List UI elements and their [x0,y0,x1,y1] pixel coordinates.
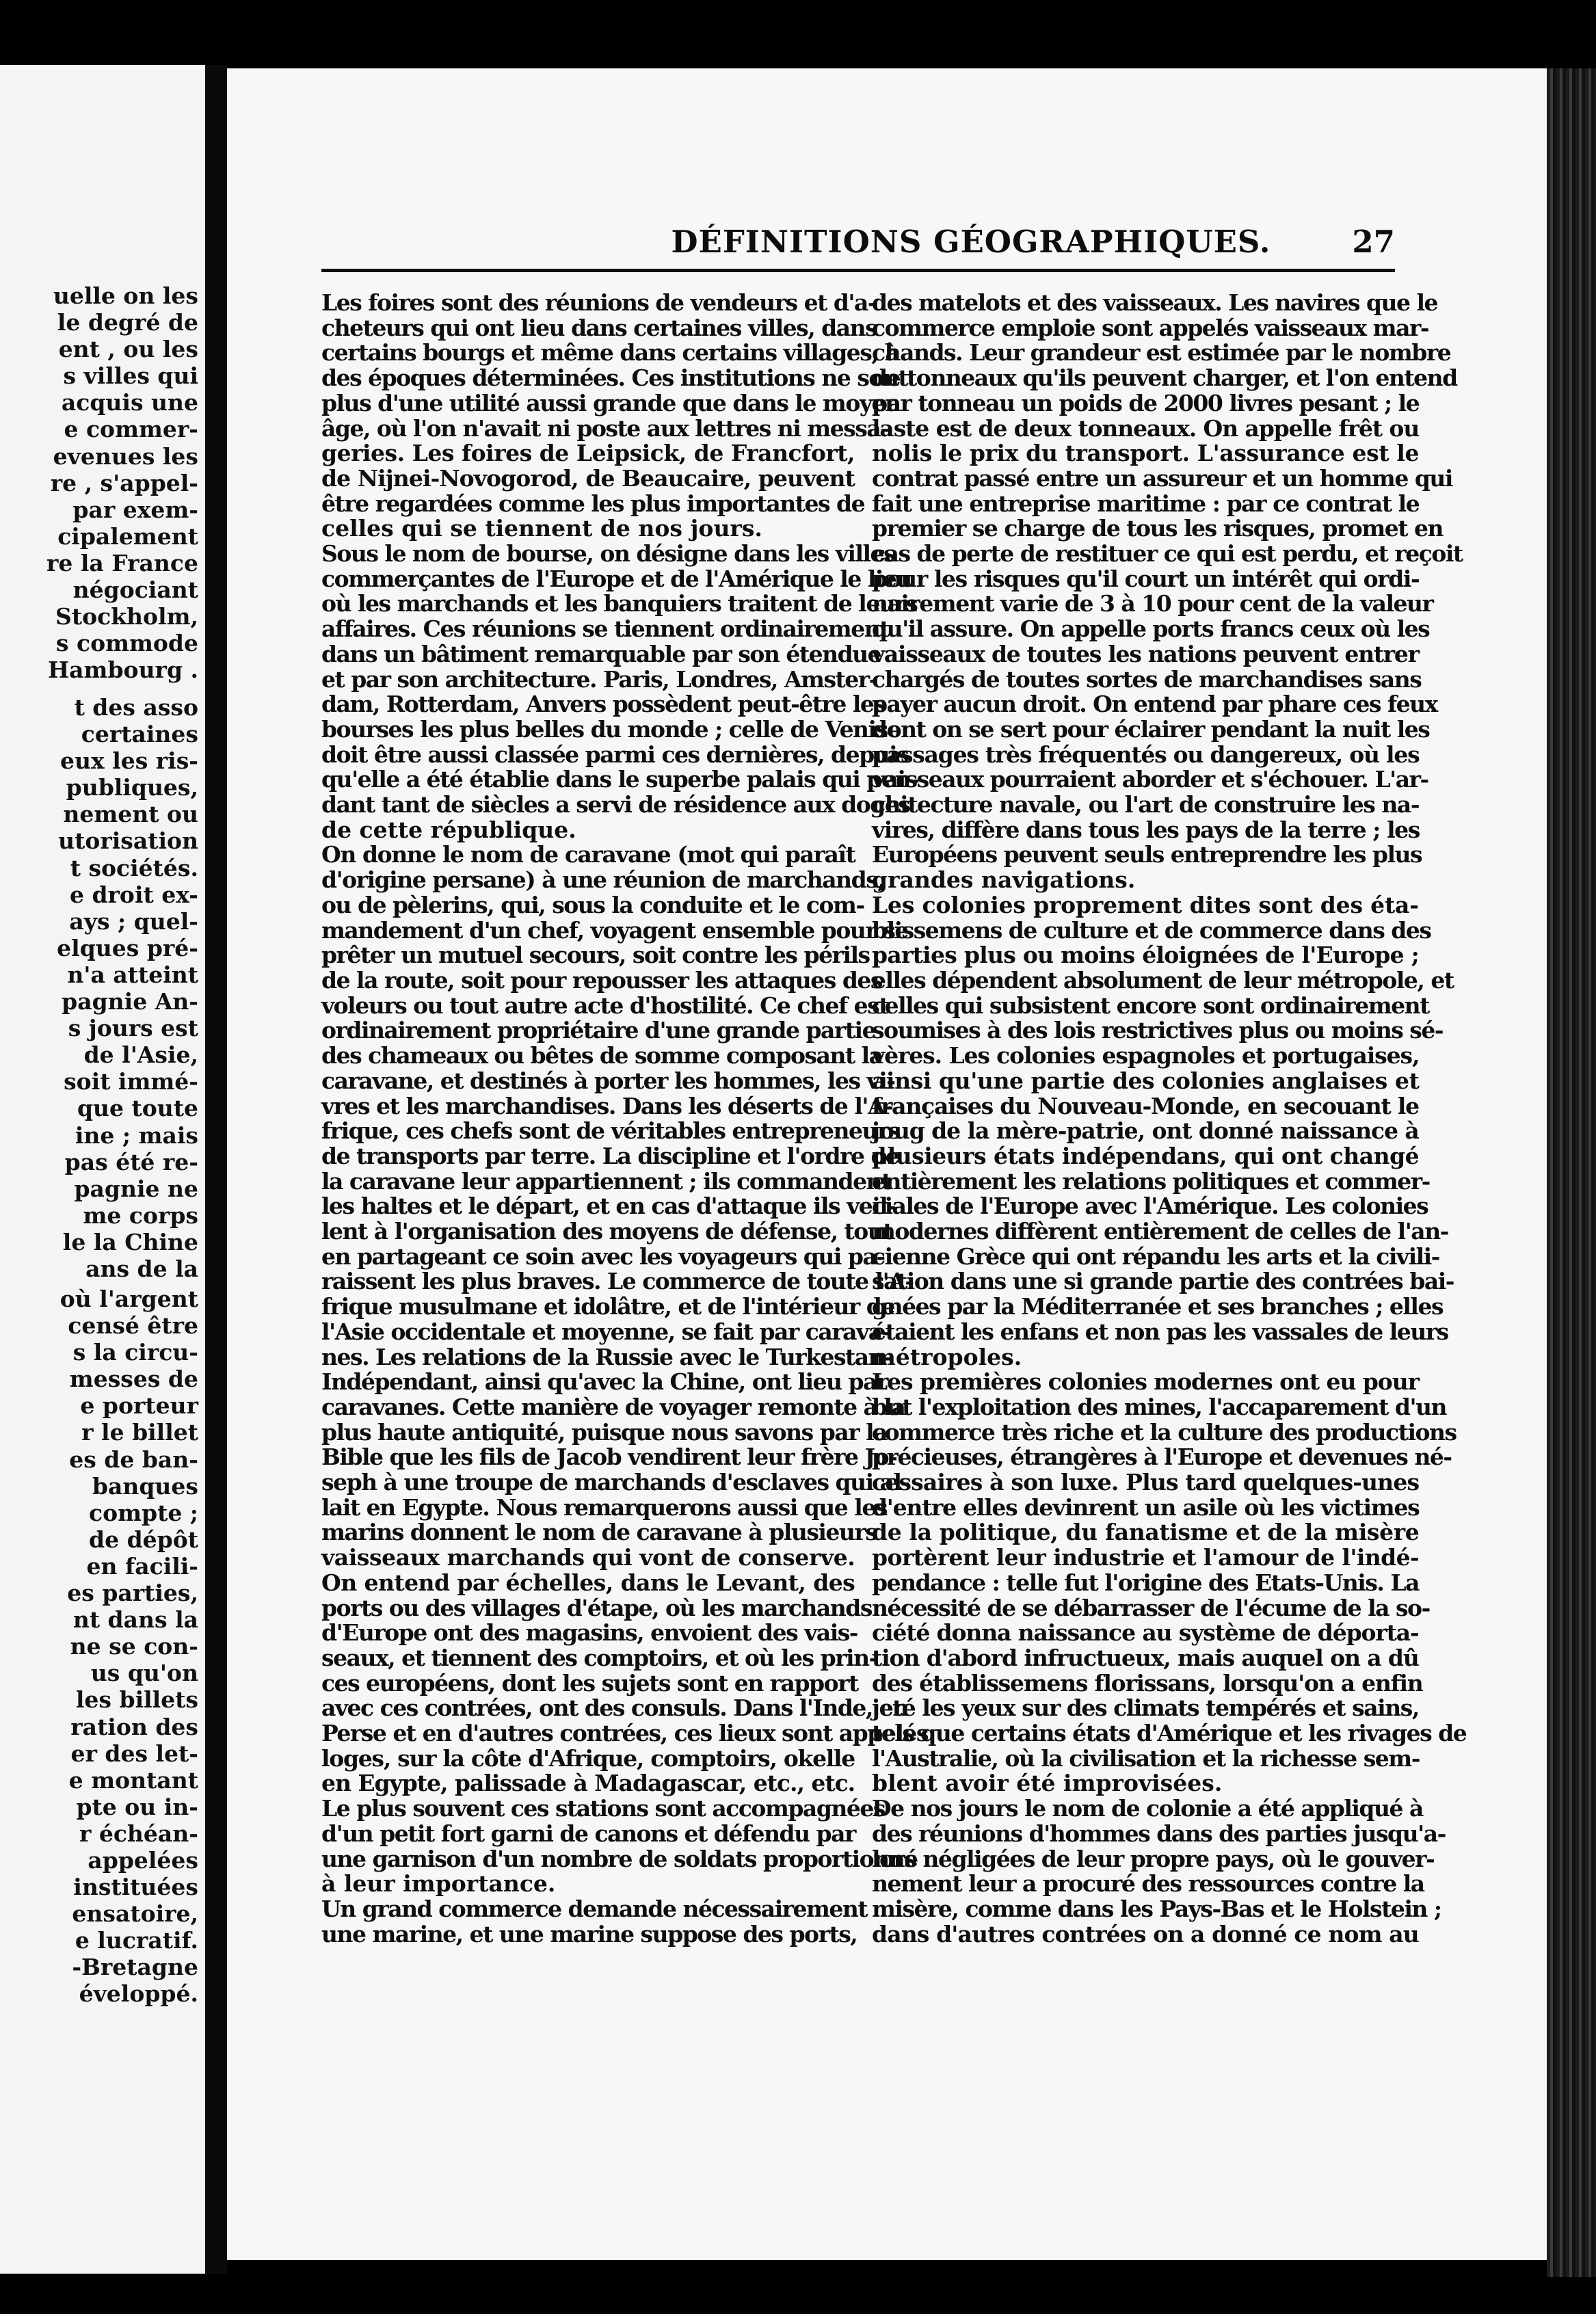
text-line: contrat passé entre un assureur et un homme qui [872,464,1452,492]
fragment-line: acquis une [61,389,198,416]
text-line: vaisseaux pourraient aborder et s'échouer. L'ar- [872,766,1428,793]
fragment-line: censé être [68,1312,198,1340]
text-line: blissemens de culture et de commerce dans des [872,916,1431,944]
text-line: de cette république. [321,816,576,843]
text-line: raissent les plus braves. Le commerce de toute l'A- [321,1268,914,1295]
text-line: commerçantes de l'Europe et de l'Amérique le lieu [321,565,912,592]
fragment-line: soit immé- [64,1068,198,1095]
text-line: cas de perte de restituer ce qui est perdu, et reçoit [872,540,1463,568]
fragment-line: négociant [72,576,198,604]
page-edges [1547,68,1596,2277]
paragraph [321,540,919,843]
text-line: des établissemens florissans, lorsqu'on a enfin [872,1669,1423,1697]
text-line: Un grand commerce demande nécessairement [321,1896,868,1922]
text-line: ciété donna naissance au système de déporta- [872,1619,1419,1647]
fragment-line: messes de [69,1366,198,1393]
text-line: frique, ces chefs sont de véritables entrepreneurs [321,1117,900,1145]
fragment-line: us qu'on [90,1660,198,1687]
fragment-line: s la circu- [72,1339,198,1366]
text-line: d'origine persane) à une réunion de marchands, [321,866,885,894]
fragment-line: en facili- [86,1552,198,1580]
text-line: nécessité de se débarrasser de l'écume de la so- [872,1594,1430,1621]
fragment-line: pagnie ne [74,1175,198,1202]
fragment-line: uelle on les [53,282,198,309]
text-line: de la politique, du fanatisme et de la misère [872,1519,1420,1546]
text-line: d'un petit fort garni de canons et défendu par [321,1820,855,1847]
fragment-line: re , s'appel- [50,469,198,496]
facing-page-fragment [0,694,198,1282]
fragment-line: Stockholm, [55,603,198,630]
text-line: lent à l'organisation des moyens de défense, tout [321,1218,893,1245]
paragraph [321,1569,928,1898]
text-line: dans un bâtiment remarquable par son étendue [321,640,881,667]
text-line: On entend par échelles, dans le Levant, des [321,1569,855,1596]
fragment-line: me corps [83,1201,198,1229]
text-line: Les colonies proprement dites sont des éta- [872,891,1419,918]
fragment-line: utorisation [58,827,198,855]
text-line: Perse et en d'autres contrées, ces lieux sont appelés [321,1720,928,1747]
fragment-line: ans de la [85,1255,198,1282]
text-line: Les premières colonies modernes ont eu pour [872,1368,1419,1396]
facing-page-fragment [0,282,198,683]
text-line: ou de pèlerins, qui, sous la conduite et le com- [321,891,864,918]
text-line: commerce très riche et la culture des productions [872,1418,1457,1446]
text-line: mandement d'un chef, voyagent ensemble pour se [321,916,908,944]
fragment-line: le degré de [57,309,198,336]
text-line: passages très fréquentés ou dangereux, où les [872,741,1420,768]
text-line: doit être aussi classée parmi ces dernières, depuis [321,741,909,768]
text-line: de transports par terre. La discipline et l'ordre de [321,1142,899,1169]
facing-page [0,65,205,2274]
text-line: misère, comme dans les Pays-Bas et le Holstein ; [872,1896,1441,1922]
text-line: où les marchands et les banquiers traitent de leurs [321,590,918,617]
fragment-line: ne se con- [70,1633,198,1660]
text-line: de Nijnei-Novogorod, de Beaucaire, peuvent [321,464,855,492]
text-line: loges, sur la côte d'Afrique, comptoirs, okelle [321,1744,855,1772]
paragraph [321,289,908,542]
text-line: De nos jours le nom de colonie a été appliqué à [872,1795,1423,1822]
paragraph [872,1368,1467,1797]
fragment-line: ent , ou les [58,336,198,363]
fragment-line: nt dans la [72,1606,198,1634]
text-line: fait une entreprise maritime : par ce contrat le [872,490,1420,517]
text-line: les haltes et le départ, et en cas d'attaque ils veil- [321,1193,896,1220]
text-line: cheteurs qui ont lieu dans certaines villes, dans [321,314,877,341]
text-column-left [321,289,928,1947]
text-line: voleurs ou tout autre acte d'hostilité. Ce chef est [321,992,888,1019]
fragment-line: r échéan- [79,1820,198,1847]
fragment-line: ensatoire, [72,1900,198,1928]
fragment-line: es parties, [67,1580,198,1607]
fragment-line: e lucratif. [75,1927,198,1954]
text-line: laste est de deux tonneaux. On appelle frêt ou [872,414,1420,442]
text-line: affaires. Ces réunions se tiennent ordinairement [321,615,889,643]
fragment-line: evenues les [53,442,198,470]
text-line: cessaires à son luxe. Plus tard quelques-unes [872,1469,1420,1496]
text-line: celles qui se tiennent de nos jours. [321,515,762,542]
text-line: frique musulmane et idolâtre, et de l'intérieur de [321,1293,894,1320]
text-line: sation dans une si grande partie des contrées bai- [872,1268,1454,1295]
text-line: d'entre elles devinrent un asile où les victimes [872,1493,1420,1521]
fragment-line: de dépôt [89,1526,198,1553]
fragment-line: pte ou in- [76,1793,198,1820]
text-line: portèrent leur industrie et l'amour de l'indé- [872,1544,1420,1571]
fragment-line: n'a atteint [67,961,198,988]
text-line: entièrement les relations politiques et commer- [872,1167,1430,1195]
text-line: qu'elle a été établie dans le superbe palais qui pen- [321,766,919,793]
text-line: nement leur a procuré des ressources contre la [872,1870,1424,1898]
text-line: étaient les enfans et non pas les vassales de leurs [872,1318,1448,1345]
fragment-line: nement ou [63,801,198,828]
text-line: l'Asie occidentale et moyenne, se fait par carava- [321,1318,890,1345]
paragraph [872,1795,1446,1947]
text-line: en partageant ce soin avec les voyageurs qui pa- [321,1242,885,1270]
fragment-line: appelées [88,1846,198,1874]
text-line: une marine, et une marine suppose des ports, [321,1920,857,1947]
text-line: seph à une troupe de marchands d'esclaves qui al- [321,1469,909,1496]
fragment-line: éveloppé. [79,1980,198,2008]
fragment-line: de l'Asie, [83,1041,198,1069]
fragment-line: elques pré- [57,934,198,961]
text-line: ces européens, dont les sujets sont en rapport [321,1669,858,1697]
fragment-line: s commode [55,630,198,657]
fragment-line: eux les ris- [60,747,198,775]
text-line: des époques déterminées. Ces institutions ne sont [321,364,908,392]
text-line: parties plus ou moins éloignées de l'Europe ; [872,942,1420,969]
text-line: ordinairement propriétaire d'une grande partie [321,1017,876,1044]
text-line: chands. Leur grandeur est estimée par le nombre [872,339,1451,367]
fragment-line: Hambourg . [48,656,198,684]
text-line: Indépendant, ainsi qu'avec la Chine, ont lieu par [321,1368,888,1396]
text-line: une garnison d'un nombre de soldats proportionné [321,1845,918,1872]
text-line: être regardées comme les plus importantes de [321,490,865,517]
text-line: pendance : telle fut l'origine des Etats-Unis. La [872,1569,1420,1596]
fragment-line: e montant [68,1766,198,1794]
text-line: geries. Les foires de Leipsick, de Francfort, [321,440,855,467]
text-line: chargés de toutes sortes de marchandises sans [872,665,1422,693]
text-line: plus d'une utilité aussi grande que dans le moyen [321,389,901,416]
running-title: DÉFINITIONS GÉOGRAPHIQUES. [671,224,1271,260]
text-line: prêter un mutuel secours, soit contre les périls [321,942,870,969]
fragment-line: s jours est [68,1015,198,1042]
fragment-line: banques [92,1472,198,1500]
paragraph [872,891,1454,1370]
fragment-line: t sociétés. [70,854,198,881]
text-line: caravane, et destinés à porter les hommes, les vi- [321,1067,895,1094]
text-line: lors négligées de leur propre pays, où le gouver- [872,1845,1435,1872]
text-line: jeté les yeux sur des climats tempérés et sains, [872,1694,1419,1722]
text-line: ainsi qu'une partie des colonies anglaises et [872,1067,1420,1094]
text-line: pour les risques qu'il court un intérêt qui ordi- [872,565,1420,592]
text-line: premier se charge de tous les risques, promet en [872,515,1443,542]
text-line: Sous le nom de bourse, on désigne dans les villes [321,540,896,568]
text-line: dont on se sert pour éclairer pendant la nuit les [872,715,1430,743]
book-gutter [205,65,227,2274]
text-line: dam, Rotterdam, Anvers possèdent peut-être les [321,691,886,718]
text-line: bourses les plus belles du monde ; celle de Venise [321,715,901,743]
text-line: plus haute antiquité, puisque nous savons par la [321,1418,887,1446]
text-line: commerce emploie sont appelés vaisseaux mar- [872,314,1429,341]
paragraph [321,1896,868,1947]
text-line: à leur importance. [321,1870,556,1898]
fragment-line: instituées [73,1874,198,1901]
fragment-line: t des asso [74,694,198,721]
text-line: Les foires sont des réunions de vendeurs et d'a- [321,289,877,316]
text-line: grandes navigations. [872,866,1136,894]
fragment-line: ine ; mais [75,1121,198,1149]
fragment-line: e droit ex- [69,881,198,908]
fragment-line: re la France [46,549,198,576]
text-line: lait en Egypte. Nous remarquerons aussi que les [321,1493,887,1521]
fragment-line: e porteur [80,1392,198,1420]
fragment-line: e commer- [64,416,198,443]
text-line: marins donnent le nom de caravane à plusieurs [321,1519,877,1546]
text-line: d'Europe ont des magasins, envoient des vais- [321,1619,858,1647]
text-line: ports ou des villages d'étape, où les marchands [321,1594,872,1621]
text-line: elles dépendent absolument de leur métropole, et [872,966,1454,994]
fragment-line: où l'argent [59,1286,198,1312]
text-line: vères. Les colonies espagnoles et portugaises, [872,1042,1420,1069]
fragment-line: les billets [75,1686,198,1714]
text-line: qu'il assure. On appelle ports francs ceux où les [872,615,1430,643]
fragment-line: -Bretagne [72,1954,198,1981]
text-line: Bible que les fils de Jacob vendirent leur frère Jo- [321,1444,897,1471]
text-line: On donne le nom de caravane (mot qui paraît [321,841,855,868]
fragment-line: pagnie An- [62,988,198,1015]
text-line: l'Australie, où la civilisation et la richesse sem- [872,1744,1420,1772]
text-line: payer aucun droit. On entend par phare ces feux [872,691,1437,718]
text-line: gnées par la Méditerranée et ses branches ; elles [872,1293,1444,1320]
text-line: caravanes. Cette manière de voyager remonte à la [321,1393,905,1420]
text-line: but l'exploitation des mines, l'accaparement d'un [872,1393,1447,1420]
fragment-line: compte ; [88,1499,198,1526]
text-line: des réunions d'hommes dans des parties jusqu'a- [872,1820,1446,1847]
text-line: ciales de l'Europe avec l'Amérique. Les colonies [872,1193,1428,1220]
fragment-line: cipalement [57,522,198,550]
fragment-line: s villes qui [63,362,198,390]
fragment-line: certaines [81,721,198,748]
text-line: soumises à des lois restrictives plus ou moins sé- [872,1017,1444,1044]
text-line: la caravane leur appartiennent ; ils commandent [321,1167,891,1195]
text-line: dant tant de siècles a servi de résidence aux doges [321,791,910,819]
header-rule [321,269,1395,272]
text-line: métropoles. [872,1343,1022,1370]
text-line: précieuses, étrangères à l'Europe et devenues né- [872,1444,1452,1471]
text-line: Européens peuvent seuls entreprendre les plus [872,841,1422,868]
text-line: Le plus souvent ces stations sont accompagnées [321,1795,885,1822]
fragment-line: publiques, [66,774,198,801]
text-line: nolis le prix du transport. L'assurance est le [872,440,1420,467]
text-line: de la route, soit pour repousser les attaques des [321,966,882,994]
text-column-right [872,289,1467,1947]
fragment-line: par exem- [72,496,198,523]
text-line: seaux, et tiennent des comptoirs, et où les prin- [321,1644,877,1671]
text-line: certains bourgs et même dans certains villages, à [321,339,899,367]
text-line: vres et les marchandises. Dans les déserts de l'A- [321,1092,893,1119]
fragment-line: le la Chine [62,1228,198,1255]
fragment-line: pas été re- [64,1148,198,1175]
fragment-line: ration des [70,1713,198,1740]
fragment-line: ays ; quel- [69,907,198,935]
paragraph [872,289,1463,894]
text-line: nairement varie de 3 à 10 pour cent de la valeur [872,590,1433,617]
text-line: cienne Grèce qui ont répandu les arts et la civili- [872,1242,1439,1270]
text-line: nes. Les relations de la Russie avec le Turkestan- [321,1343,892,1370]
text-line: avec ces contrées, ont des consuls. Dans l'Inde, en [321,1694,908,1722]
text-line: celles qui subsistent encore sont ordinairement [872,992,1429,1019]
text-line: dans d'autres contrées on a donné ce nom au [872,1920,1419,1947]
fragment-line: es de ban- [69,1446,198,1473]
text-line: françaises du Nouveau-Monde, en secouant le [872,1092,1419,1119]
fragment-line: r le billet [81,1419,198,1446]
text-line: par tonneau un poids de 2000 livres pesant ; le [872,389,1420,416]
text-line: et par son architecture. Paris, Londres, Amster- [321,665,877,693]
text-line: chitecture navale, ou l'art de construire les na- [872,791,1420,819]
facing-page-fragment [0,1286,198,2008]
text-line: plusieurs états indépendans, qui ont changé [872,1142,1420,1169]
text-line: tels que certains états d'Amérique et les rivages de [872,1720,1467,1747]
text-line: vires, diffère dans tous les pays de la terre ; les [872,816,1420,843]
paragraph [321,841,914,1571]
text-line: en Egypte, palissade à Madagascar, etc., etc. [321,1770,855,1797]
text-line: joug de la mère-patrie, ont donné naissance à [872,1117,1419,1145]
text-line: de tonneaux qu'ils peuvent charger, et l'on entend [872,364,1457,392]
text-line: blent avoir été improvisées. [872,1770,1223,1797]
running-header [321,224,1395,269]
fragment-line: er des let- [70,1740,198,1767]
text-line: modernes diffèrent entièrement de celles de l'an- [872,1218,1448,1245]
text-line: âge, où l'on n'avait ni poste aux lettres ni messa- [321,414,889,442]
page-number: 27 [1352,224,1395,260]
text-line: des matelots et des vaisseaux. Les navires que le [872,289,1438,316]
text-line: vaisseaux marchands qui vont de conserve. [321,1544,855,1571]
fragment-line: que toute [77,1095,198,1122]
text-line: vaisseaux de toutes les nations peuvent entrer [872,640,1419,667]
text-line: tion d'abord infructueux, mais auquel on a dû [872,1644,1419,1671]
text-line: des chameaux ou bêtes de somme composant la [321,1042,883,1069]
